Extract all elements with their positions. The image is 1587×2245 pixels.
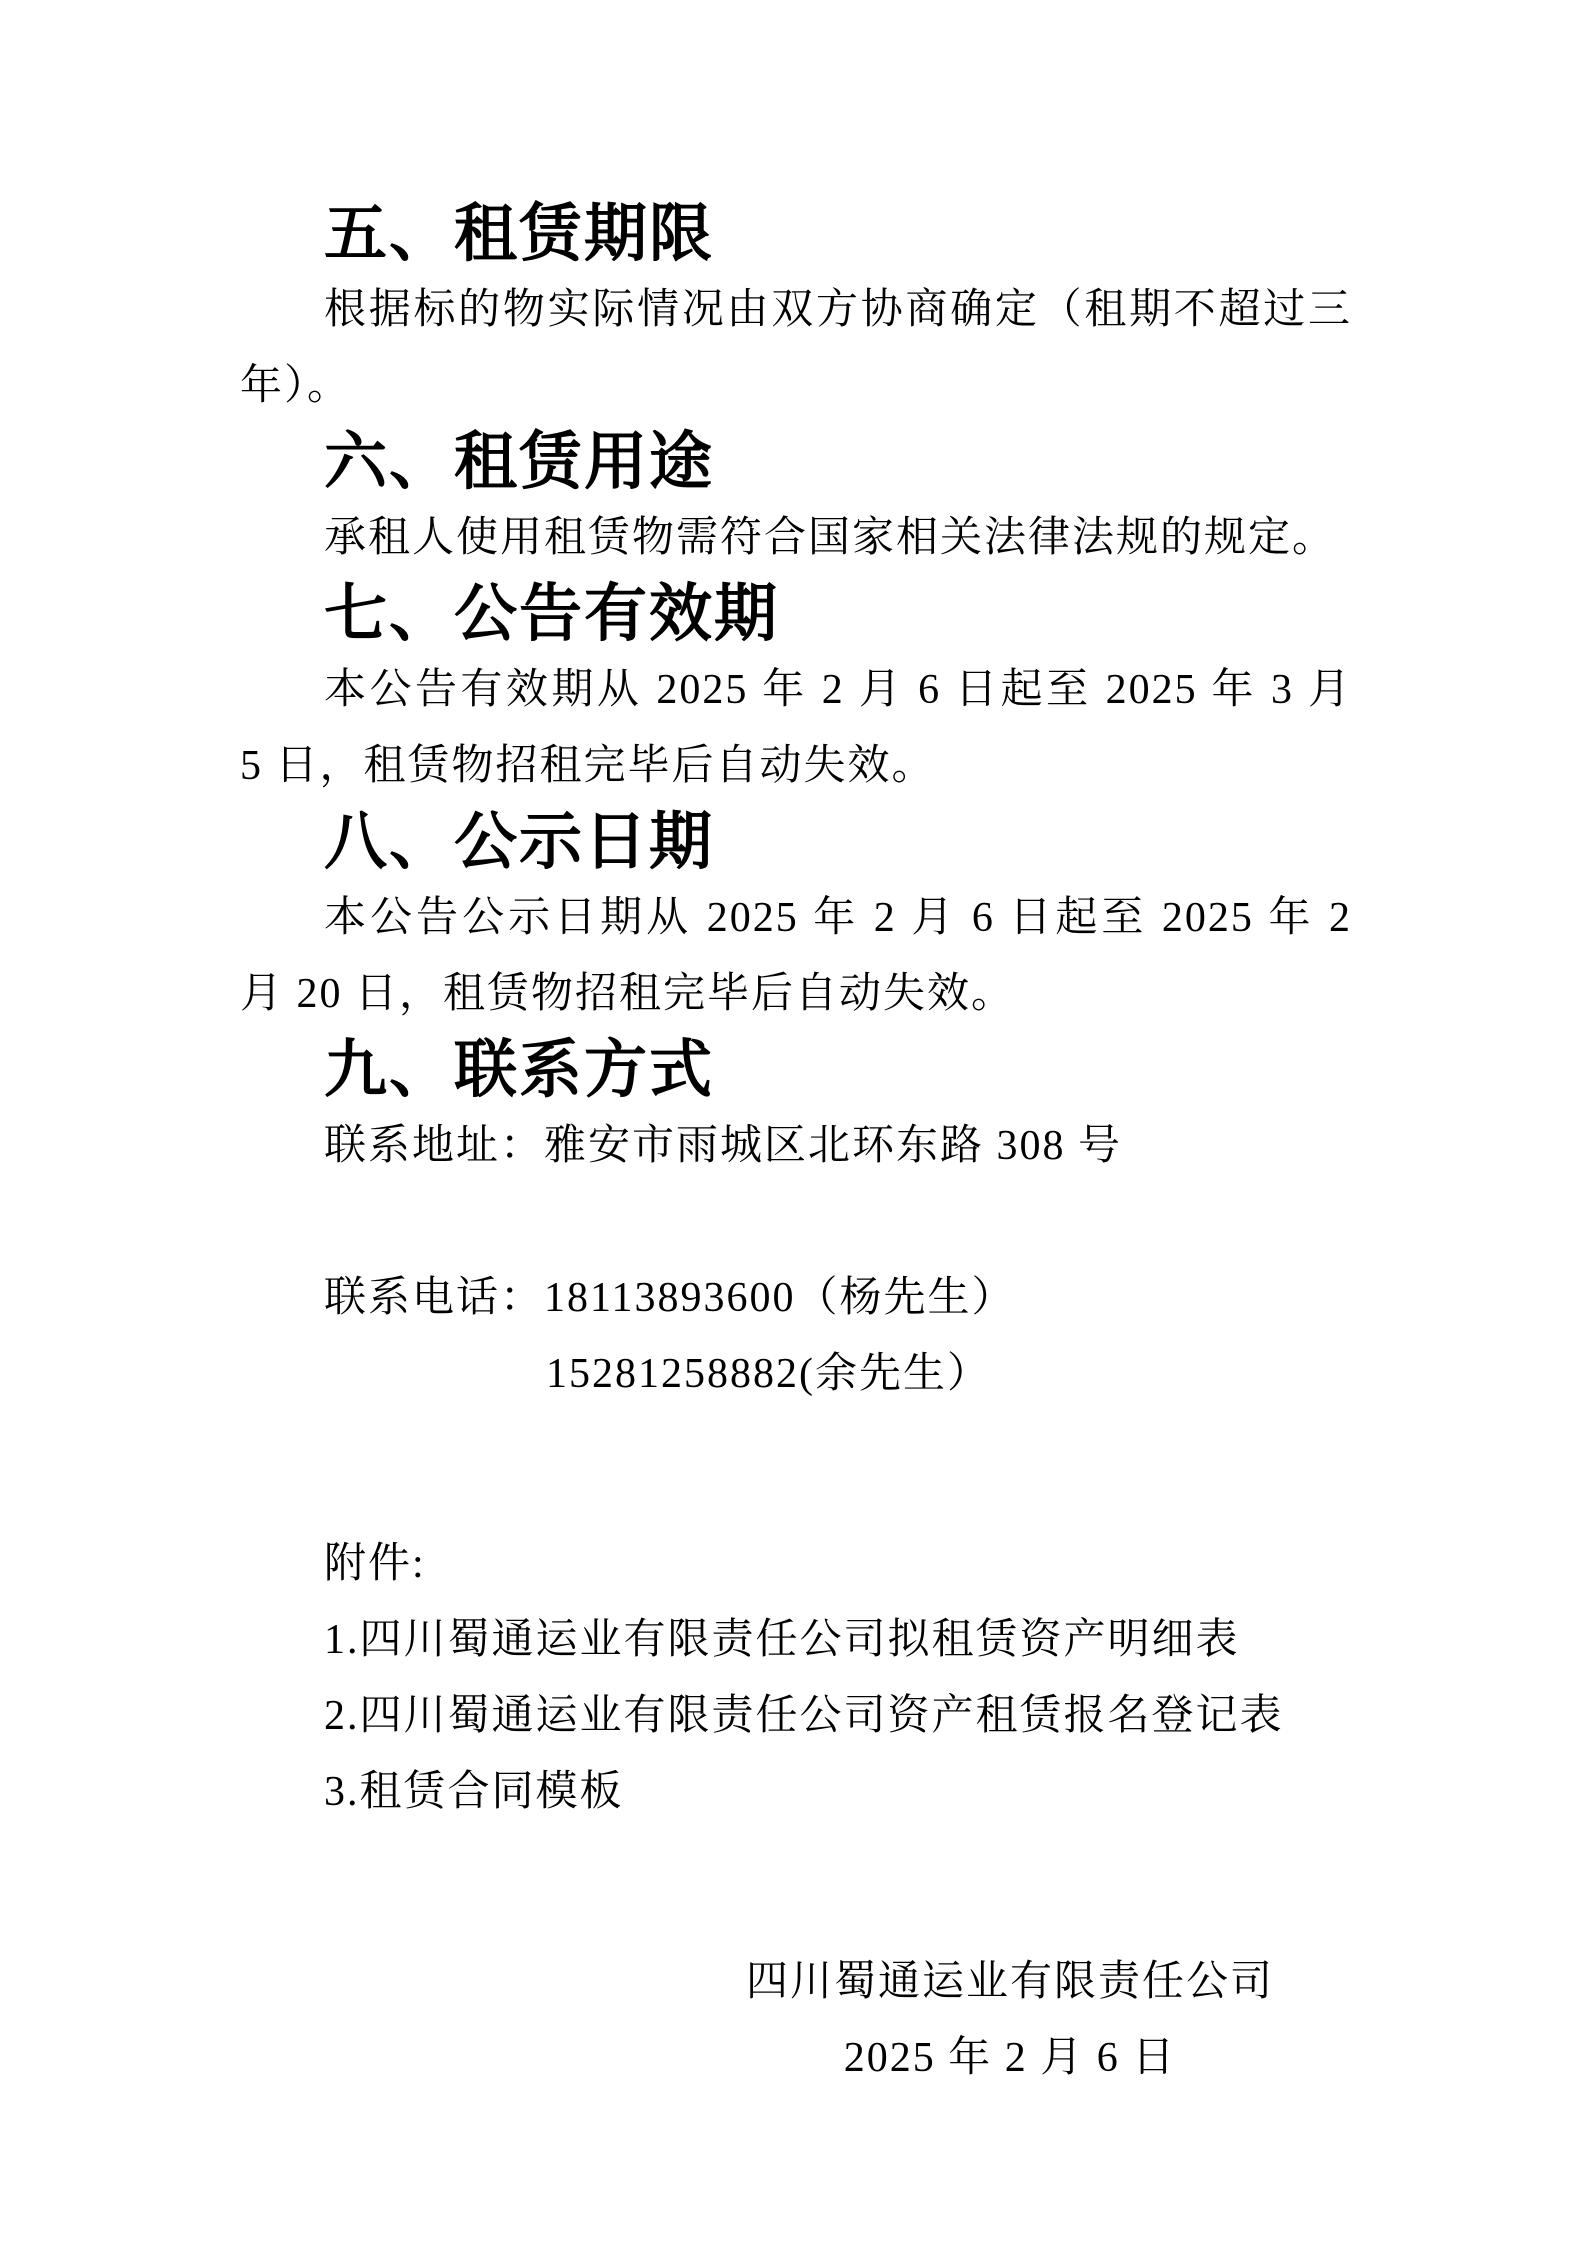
blank-line xyxy=(240,1830,1352,1906)
section-7-paragraph: 本公告有效期从 2025 年 2 月 6 日起至 2025 年 3 月 5 日，租赁物招租完毕后自动失效。 xyxy=(240,667,1352,789)
blank-space xyxy=(240,1488,1352,1526)
section-9-heading: 九、联系方式 xyxy=(324,1035,714,1105)
signature-date: 2025 年 2 月 6 日 xyxy=(843,2035,1177,2081)
section-6-paragraph: 承租人使用租赁物需符合国家相关法律法规的规定。 xyxy=(324,515,1337,561)
attachments-label: 附件: xyxy=(324,1541,426,1587)
signature-company: 四川蜀通运业有限责任公司 xyxy=(745,1959,1274,2005)
section-5-paragraph: 根据标的物实际情况由双方协商确定（租期不超过三年）。 xyxy=(240,287,1352,409)
contact-phone-line-2: 15281258882(余先生） xyxy=(546,1351,991,1397)
section-8-paragraph: 本公告公示日期从 2025 年 2 月 6 日起至 2025 年 2 月 20 日，租赁物招租完毕后自动失效。 xyxy=(240,895,1352,1017)
signature-block xyxy=(746,1944,1274,2096)
section-7-heading: 七、公告有效期 xyxy=(324,579,779,649)
blank-line xyxy=(240,1184,1352,1260)
contact-phone-line-1: 联系电话：18113893600（杨先生） xyxy=(324,1275,1016,1321)
section-8-heading: 八、公示日期 xyxy=(324,807,714,877)
attachment-item-2: 2.四川蜀通运业有限责任公司资产租赁报名登记表 xyxy=(324,1693,1284,1739)
section-6-heading: 六、租赁用途 xyxy=(324,427,714,497)
blank-line xyxy=(240,1412,1352,1488)
attachment-item-1: 1.四川蜀通运业有限责任公司拟租赁资产明细表 xyxy=(324,1617,1240,1663)
attachment-item-3: 3.租赁合同模板 xyxy=(324,1769,624,1815)
contact-address-line: 联系地址：雅安市雨城区北环东路 308 号 xyxy=(324,1123,1123,1169)
blank-space xyxy=(240,1906,1352,1944)
section-5-heading: 五、租赁期限 xyxy=(324,199,714,269)
